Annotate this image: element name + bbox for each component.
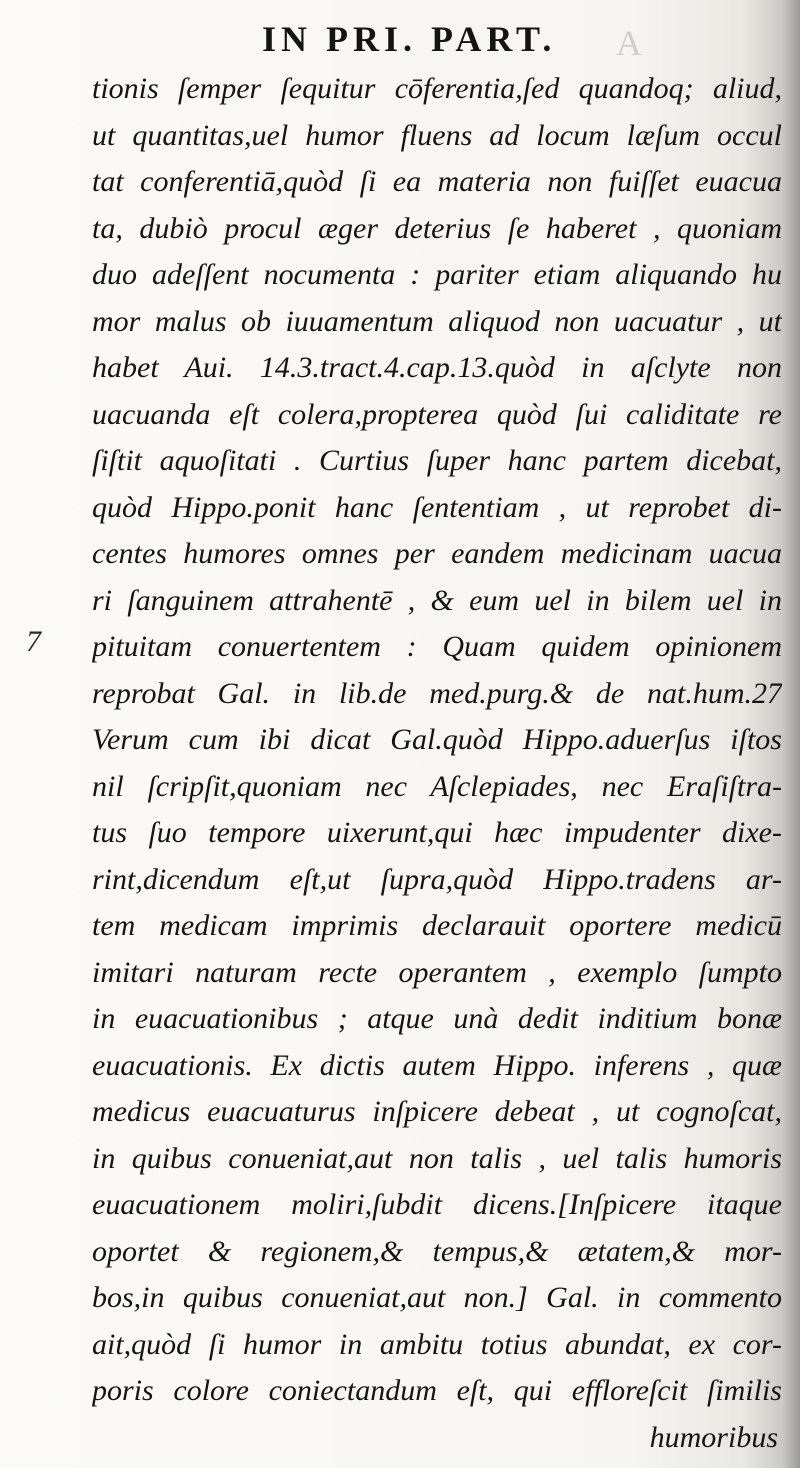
text-line: oportet & regionem,& tempus,& ætatem,& mor- [92,1234,782,1268]
spine-shadow [782,0,800,1468]
text-line: pituitam conuertentem : Quam quidem opinionem [92,630,782,663]
margin-mark: 7 [26,625,41,658]
text-line: poris colore coniectandum eſt, qui effloreſcit ſimilis [92,1374,782,1407]
catchword: humoribus [649,1420,778,1454]
text-line: tionis ſemper ſequitur cōferentia,ſed quandoq; aliud, [92,72,782,105]
running-head: IN PRI. PART. [262,19,557,59]
text-line: ri ſanguinem attrahentē , & eum uel in bilem uel in [92,583,782,617]
text-line: imitari naturam recte operantem , exemplo ſumpto [92,955,782,989]
text-line: tat conferentiā,quòd ſi ea materia non fuiſſet euacua [92,165,782,198]
text-line: ait,quòd ſi humor in ambitu totius abundat, ex cor- [92,1327,782,1361]
text-line: quòd Hippo.ponit hanc ſententiam , ut reprobet di- [92,490,782,524]
text-line: euacuationis. Ex dictis autem Hippo. inferens , quæ [92,1048,782,1082]
text-line: bos,in quibus conueniat,aut non.] Gal. in commento [92,1281,782,1314]
text-line: reprobat Gal. in lib.de med.purg.& de nat.hum.27 [92,676,782,710]
text-block [92,66,782,1461]
text-line: ut quantitas,uel humor fluens ad locum læſum occul [92,118,782,152]
text-line: rint,dicendum eſt,ut ſupra,quòd Hippo.tradens ar- [92,862,782,896]
text-line: ta, dubiò procul æger deterius ſe haberet , quoniam [92,211,782,245]
text-line: ſiſtit aquoſitati . Curtius ſuper hanc partem dicebat, [92,444,782,477]
text-line: Verum cum ibi dicat Gal.quòd Hippo.aduerſus iſtos [92,723,782,756]
bleed-through-letter: A [616,23,642,63]
text-line: in quibus conueniat,aut non talis , uel talis humoris [92,1141,782,1175]
text-line: in euacuationibus ; atque unà dedit inditium bonæ [92,1002,782,1035]
text-line: uacuanda eſt colera,propterea quòd ſui caliditate re [92,397,782,431]
text-line: habet Aui. 14.3.tract.4.cap.13.quòd in aſclyte non [92,351,782,384]
text-line: tus ſuo tempore uixerunt,qui hæc impudenter dixe- [92,816,782,849]
text-line: centes humores omnes per eandem medicinam uacua [92,537,782,570]
text-line: mor malus ob iuuamentum aliquod non uacuatur , ut [92,304,782,338]
text-line: euacuationem moliri,ſubdit dicens.[Inſpicere itaque [92,1188,782,1221]
text-line: nil ſcripſit,quoniam nec Aſclepiades, nec Eraſiſtra- [92,769,782,803]
text-line: tem medicam imprimis declarauit oportere medicū [92,909,782,942]
text-line: medicus euacuaturus inſpicere debeat , ut cognoſcat, [92,1095,782,1128]
text-line: duo adeſſent nocumenta : pariter etiam aliquando hu [92,258,782,291]
